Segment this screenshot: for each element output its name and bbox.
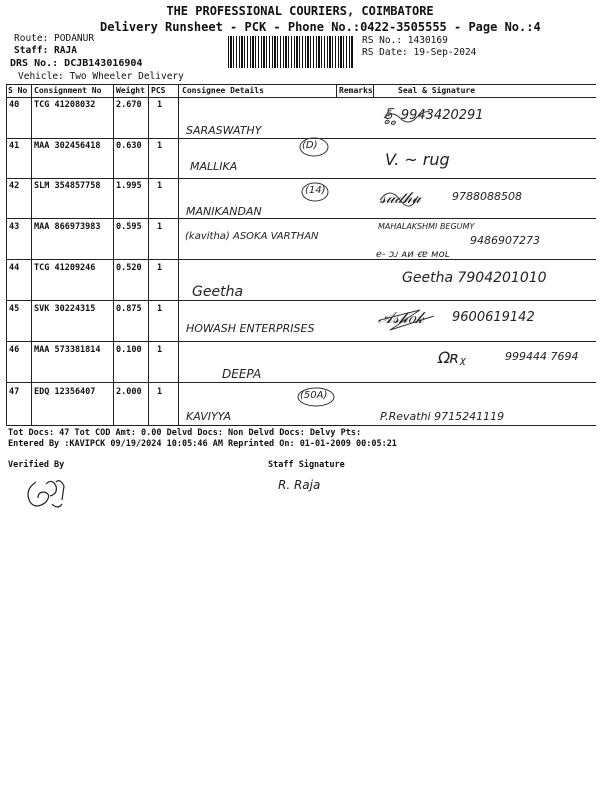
col-header-remarks: Remarks: [339, 86, 373, 95]
company-title: THE PROFESSIONAL COURIERS, COIMBATORE: [166, 4, 434, 18]
consignee-handwriting: KAVIYYA: [186, 410, 232, 423]
cell-consignment: MAA 302456418: [34, 141, 101, 151]
seal-signature: 9600619142: [452, 310, 535, 325]
consignee-handwriting: Geetha: [192, 284, 244, 300]
cell-weight: 2.670: [116, 100, 142, 110]
seal-note: MAHALAKSHMI BEGUMY: [378, 222, 475, 231]
consignee-handwriting: DEEPA: [222, 367, 262, 381]
cell-pcs: 1: [157, 181, 163, 191]
consignee-handwriting: MANIKANDAN: [186, 205, 262, 218]
seal-scribble: Ωʀᵪ: [438, 348, 466, 367]
verifier-signature: [22, 474, 72, 514]
staff-signature-label: Staff Signature: [268, 460, 345, 470]
staff-signature: R. Raja: [278, 478, 321, 492]
cell-weight: 0.630: [116, 141, 142, 151]
cell-pcs: 1: [157, 387, 163, 397]
cell-sno: 41: [9, 141, 20, 151]
consignee-handwriting: MALLIKA: [190, 160, 238, 173]
col-header-sno: S No: [8, 86, 28, 95]
seal-scribble: 𝒜𝓈𝒽𝑜𝓀: [378, 308, 424, 327]
cell-sno: 46: [9, 345, 20, 355]
cell-sno: 47: [9, 387, 20, 397]
seal-signature: 9788088508: [452, 190, 522, 203]
seal-signature: V. ~ rug: [385, 150, 450, 169]
cell-pcs: 1: [157, 304, 163, 314]
cell-consignment: EDQ 12356407: [34, 387, 96, 397]
cell-sno: 40: [9, 100, 20, 110]
cell-pcs: 1: [157, 100, 163, 110]
seal-signature: 999444 7694: [505, 350, 579, 363]
cell-consignment: TCG 41209246: [34, 263, 96, 273]
cell-pcs: 1: [157, 263, 163, 273]
cell-weight: 0.520: [116, 263, 142, 273]
cell-sno: 45: [9, 304, 20, 314]
consignee-handwriting: HOWASH ENTERPRISES: [186, 322, 315, 335]
cell-sno: 42: [9, 181, 20, 191]
seal-signature: Geetha 7904201010: [402, 270, 547, 286]
cell-consignment: MAA 866973983: [34, 222, 101, 232]
seal-signature: ఠ్ఠ్ఠ్ 9943420291: [384, 108, 484, 123]
drs-number: DRS No.: DCJB143016904: [10, 58, 143, 69]
runsheet-title: Delivery Runsheet - PCK - Phone No.:0422-3505555 - Page No.:4: [100, 20, 541, 34]
rs-date: RS Date: 19-Sep-2024: [362, 47, 477, 58]
consignee-handwriting: SARASWATHY: [186, 124, 262, 137]
cell-sno: 43: [9, 222, 20, 232]
cell-consignment: MAA 573381814: [34, 345, 101, 355]
cell-weight: 0.100: [116, 345, 142, 355]
cell-weight: 1.995: [116, 181, 142, 191]
col-header-seal: Seal & Signature: [398, 86, 476, 95]
consignee-mark: (50A): [300, 390, 328, 401]
seal-scribble: ℯ- ᴐᴊ ᴀᴎ ꞓɐ ᴍᴏʟ: [376, 249, 450, 260]
col-header-weight: Weight: [116, 86, 145, 95]
cell-consignment: TCG 41208032: [34, 100, 96, 110]
entered-by-line: Entered By :KAVIPCK 09/19/2024 10:05:46 AM Reprinted On: 01-01-2009 00:05:21: [8, 439, 397, 449]
col-header-pcs: PCS: [151, 86, 166, 95]
rs-number: RS No.: 1430169: [362, 35, 448, 46]
col-header-consignee: Consignee Details: [182, 86, 264, 95]
consignee-mark: (D): [302, 140, 318, 151]
cell-pcs: 1: [157, 345, 163, 355]
cell-pcs: 1: [157, 141, 163, 151]
vehicle-label: Vehicle: Two Wheeler Delivery: [18, 71, 184, 82]
cell-weight: 0.875: [116, 304, 142, 314]
cell-consignment: SLM 354857758: [34, 181, 101, 191]
barcode: [228, 36, 354, 68]
seal-signature: 9486907273: [470, 234, 540, 247]
cell-pcs: 1: [157, 222, 163, 232]
col-header-consignment: Consignment No: [34, 86, 102, 95]
verified-by-label: Verified By: [8, 460, 65, 470]
consignee-handwriting: (kavitha) ASOKA VARTHAN: [185, 231, 319, 242]
seal-signature: P.Revathi 9715241119: [380, 410, 505, 423]
consignee-mark: (14): [305, 185, 326, 196]
cell-weight: 2.000: [116, 387, 142, 397]
cell-consignment: SVK 30224315: [34, 304, 96, 314]
seal-scribble: 𝓈𝓊𝒹𝒽𝒶: [380, 188, 421, 207]
staff-label: Staff: RAJA: [14, 45, 77, 56]
totals-line: Tot Docs: 47 Tot COD Amt: 0.00 Delvd Docs: Non Delvd Docs: Delvy Pts:: [8, 428, 362, 438]
cell-weight: 0.595: [116, 222, 142, 232]
cell-sno: 44: [9, 263, 20, 273]
route-label: Route: PODANUR: [14, 33, 95, 44]
